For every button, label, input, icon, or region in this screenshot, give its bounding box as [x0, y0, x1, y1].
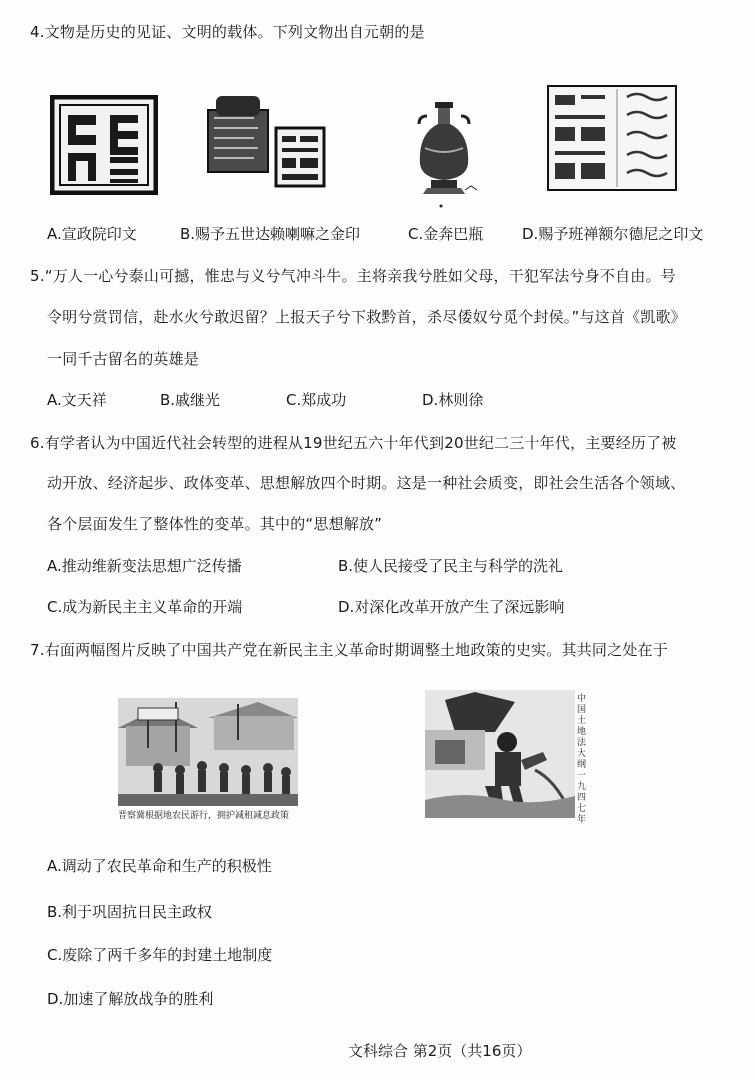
panchen-seal-inscription-image — [547, 85, 677, 195]
q7-stem: 7.右面两幅图片反映了中国共产党在新民主主义革命时期调整土地政策的史实。其共同之处在于 — [30, 641, 668, 659]
q7-option-d: D.加速了解放战争的胜利 — [47, 990, 214, 1008]
q6-stem-line-1: 6.有学者认为中国近代社会转型的进程从19世纪五六十年代到20世纪二三十年代，主要经历了被 — [30, 434, 677, 452]
q4-stem: 4.文物是历史的见证、文明的载体。下列文物出自元朝的是 — [30, 23, 425, 41]
q4-option-a: A.宣政院印文 — [47, 225, 137, 243]
q4-option-c: C.金奔巴瓶 — [408, 225, 484, 243]
q6-stem-line-3: 各个层面发生了整体性的变革。其中的“思想解放” — [47, 515, 383, 533]
seal-xuanzhengyuan-image — [50, 95, 158, 195]
q5-stem-line-3: 一同千古留名的英雄是 — [47, 350, 200, 368]
q5-option-d: D.林则徐 — [422, 391, 484, 409]
peasants-parade-photo-frame — [118, 698, 298, 822]
q7-option-a: A.调动了农民革命和生产的积极性 — [47, 857, 272, 875]
q5-stem-line-1: 5.“万人一心兮泰山可撼，惟忠与义兮气冲斗牛。主将亲我兮胜如父母，干犯军法兮身不自由。号 — [30, 267, 676, 285]
peasants-parade-photo — [118, 698, 298, 806]
q5-stem-line-2: 令明兮赏罚信，赴水火兮敢迟留？上报天子兮下救黔首，杀尽倭奴兮觅个封侯。”与这首《凯歌》 — [47, 308, 686, 326]
q6-option-a: A.推动维新变法思想广泛传播 — [47, 557, 242, 575]
q6-option-b: B.使人民接受了民主与科学的洗礼 — [338, 557, 564, 575]
land-law-poster-frame — [425, 690, 600, 825]
golden-vase-image — [405, 98, 485, 208]
peasants-parade-caption: 晋察冀根据地农民游行，拥护减租减息政策 — [118, 811, 290, 821]
land-law-poster-image — [425, 690, 575, 818]
golden-seal-image — [198, 88, 328, 198]
page-footer: 文科综合 第2页（共16页） — [348, 1042, 532, 1060]
q6-option-c: C.成为新民主主义革命的开端 — [47, 598, 243, 616]
q6-stem-line-2: 动开放、经济起步、政体变革、思想解放四个时期。这是一种社会质变，即社会生活各个领域、 — [47, 474, 686, 492]
q7-option-c: C.废除了两千多年的封建土地制度 — [47, 946, 273, 964]
q5-option-c: C.郑成功 — [286, 391, 347, 409]
land-law-poster-caption: 中国土地法大纲 一九四七年 — [577, 694, 587, 825]
q4-option-b: B.赐予五世达赖喇嘛之金印 — [180, 225, 361, 243]
q4-option-d: D.赐予班禅额尔德尼之印文 — [522, 225, 704, 243]
q7-option-b: B.利于巩固抗日民主政权 — [47, 903, 213, 921]
q6-option-d: D.对深化改革开放产生了深远影响 — [338, 598, 565, 616]
q5-option-a: A.文天祥 — [47, 391, 107, 409]
q5-option-b: B.戚继光 — [160, 391, 221, 409]
